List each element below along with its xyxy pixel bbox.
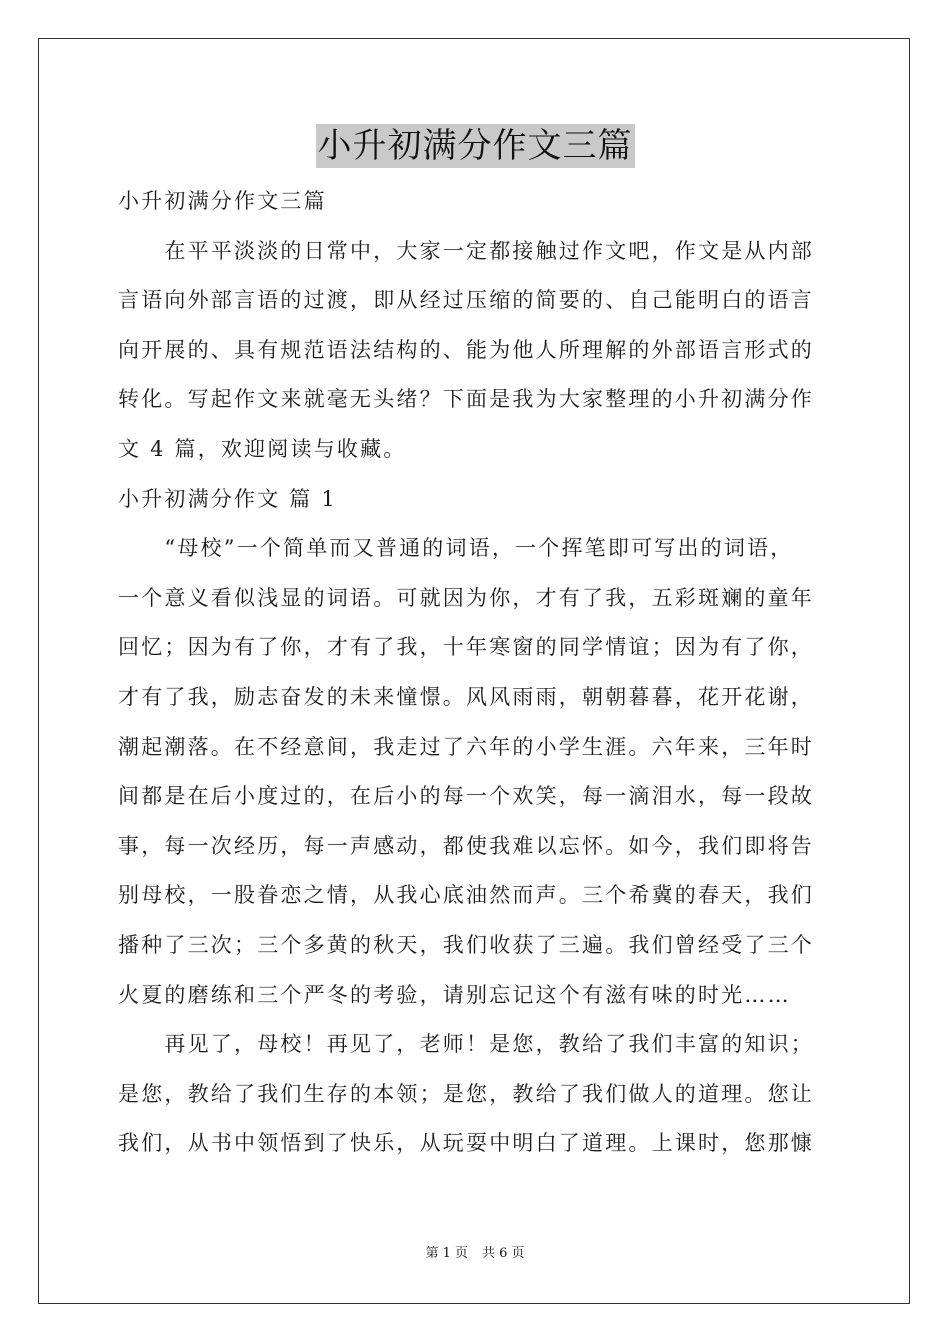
text-line: 播种了三次；三个多黄的秋天，我们收获了三遍。我们曾经受了三个 — [118, 932, 814, 957]
text-line: 一个意义看似浅显的词语。可就因为你，才有了我，五彩斑斓的童年 — [118, 585, 814, 610]
section-heading: 小升初满分作文 篇 1 — [118, 486, 337, 511]
subtitle-line: 小升初满分作文三篇 — [118, 189, 327, 213]
text-line: 向开展的、具有规范语法结构的、能为他人所理解的外部语言形式的 — [118, 337, 814, 362]
document-title: 小升初满分作文三篇 — [317, 126, 633, 166]
text-line: 我们，从书中领悟到了快乐，从玩耍中明白了道理。上课时，您那慷 — [118, 1131, 814, 1156]
text-line: 事，每一次经历，每一声感动，都使我难以忘怀。如今，我们即将告 — [118, 833, 814, 858]
text-line: 言语向外部言语的过渡，即从经过压缩的简要的、自己能明白的语言 — [118, 288, 814, 313]
page-number: 第 1 页 — [425, 1246, 468, 1261]
document-body — [118, 177, 834, 1169]
text-line: 回忆；因为有了你，才有了我，十年寒窗的同学情谊；因为有了你， — [118, 635, 814, 660]
text-line: 间都是在后小度过的，在后小的每一个欢笑，每一滴泪水，每一段故 — [118, 784, 814, 809]
title-container — [0, 124, 950, 168]
text-line: 再见了，母校！再见了，老师！是您，教给了我们丰富的知识； — [118, 1032, 814, 1057]
text-line: 是您，教给了我们生存的本领；是您，教给了我们做人的道理。您让 — [118, 1081, 814, 1106]
page-footer — [0, 1244, 950, 1264]
text-line: “母校”一个简单而又普通的词语，一个挥笔即可写出的词语， — [118, 536, 794, 561]
page-total: 共 6 页 — [482, 1246, 525, 1261]
text-line: 潮起潮落。在不经意间，我走过了六年的小学生涯。六年来，三年时 — [118, 734, 814, 759]
text-line: 别母校，一股眷恋之情，从我心底油然而声。三个希冀的春天，我们 — [118, 883, 814, 908]
paragraph-2 — [118, 1020, 834, 1169]
intro-paragraph — [118, 227, 834, 475]
text-line: 转化。写起作文来就毫无头绪？下面是我为大家整理的小升初满分作 — [118, 387, 814, 412]
text-line: 才有了我，励志奋发的未来憧憬。风风雨雨，朝朝暮暮，花开花谢， — [118, 684, 814, 709]
text-line: 火夏的磨练和三个严冬的考验，请别忘记这个有滋有味的时光…… — [118, 982, 791, 1007]
paragraph-1 — [118, 524, 834, 1020]
text-line: 文 4 篇，欢迎阅读与收藏。 — [118, 436, 407, 461]
text-line: 在平平淡淡的日常中，大家一定都接触过作文吧，作文是从内部 — [118, 238, 814, 263]
